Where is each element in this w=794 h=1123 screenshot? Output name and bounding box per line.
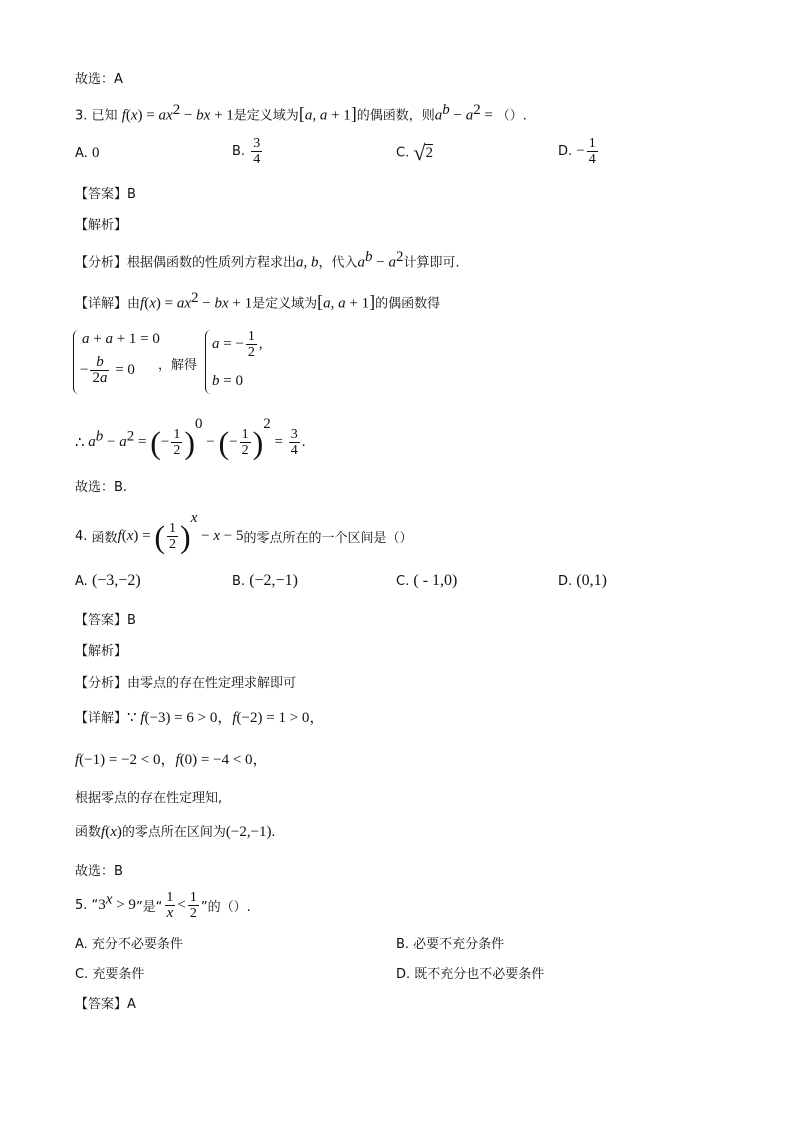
q4-option-a: A. (−3,−2) [75,572,141,589]
q4-detail-line1: 【详解】∵ f(−3) = 6 > 0，f(−2) = 1 > 0， [75,710,325,726]
q3-option-d: D. − $\frac{1}{4}$ [558,136,596,167]
q3-detail: 【详解】由$f(x) = ax^2$ − bx + 1是定义域为[a, a + 1]的偶函数得 [75,290,441,312]
q5-answer: 【答案】A [75,997,136,1012]
q5-option-b: B. 必要不充分条件 [396,937,505,952]
q4-option-c: C. ( - 1,0) [396,572,458,589]
q3-sol1: a = − $\frac{1}{2}$ , [212,329,263,360]
q4-detail-line4: 函数f(x)的零点所在区间为(−2,−1). [75,824,276,840]
q5-option-d: D. 既不充分也不必要条件 [396,967,545,982]
q3-option-b: B. $\frac{3}{4}$ [232,136,261,167]
q4-stem: 4. 函数f(x) = ( $\frac{1}{2}$ )$^x$ − x − 5的零点所在的一个区间是（） [75,510,413,555]
q4-detail-line3: 根据零点的存在性定理知, [75,791,223,806]
q3-option-a: A. 0 [75,145,100,161]
q4-detail-line2: f(−1) = −2 < 0，f(0) = −4 < 0， [75,752,268,768]
q3-analysis-title: 【解析】 [75,218,128,233]
q3-chosen: 故选：B. [75,480,128,495]
q3-solve-label: ，解得 [158,358,198,373]
q2-chosen: 故选：A [75,72,123,87]
q3-eq2: − $\frac{b}{2a}$ = 0 [80,354,135,386]
q4-option-b: B. (−2,−1) [232,572,298,589]
q3-analysis: 【分析】根据偶函数的性质列方程求出a, b，代入$a^b - a^2$计算即可. [75,249,460,271]
q5-option-a: A. 充分不必要条件 [75,937,183,952]
q5-stem: 5. “$3^x > 9$”是“ $\frac{1}{x}$ < $\frac{1}{2}$ ”的（）. [75,890,251,921]
q3-eq1: a + a + 1 = 0 [82,331,160,347]
q4-answer: 【答案】B [75,613,136,628]
q3-option-c: C. √2 [396,140,433,165]
q3-sol2: b = 0 [212,373,243,389]
q3-stem: 3. 已知 $f(x) = ax^2$ − bx + 1是定义域为[a, a + 1]的偶函数，则$a^b - a^2$ = （）. [75,102,527,124]
q3-computation: ∴ $a^b - a^2$ = (− $\frac{1}{2}$ )$^0$ − (− $\frac{1}{2}$ )$^2$ = $\frac{3}{4}$ . [75,416,306,461]
q4-option-d: D. (0,1) [558,572,607,589]
q4-analysis-title: 【解析】 [75,644,128,659]
q5-option-c: C. 充要条件 [75,967,145,982]
q4-analysis: 【分析】由零点的存在性定理求解即可 [75,676,297,691]
q4-chosen: 故选：B [75,864,123,879]
q3-answer: 【答案】B [75,187,136,202]
